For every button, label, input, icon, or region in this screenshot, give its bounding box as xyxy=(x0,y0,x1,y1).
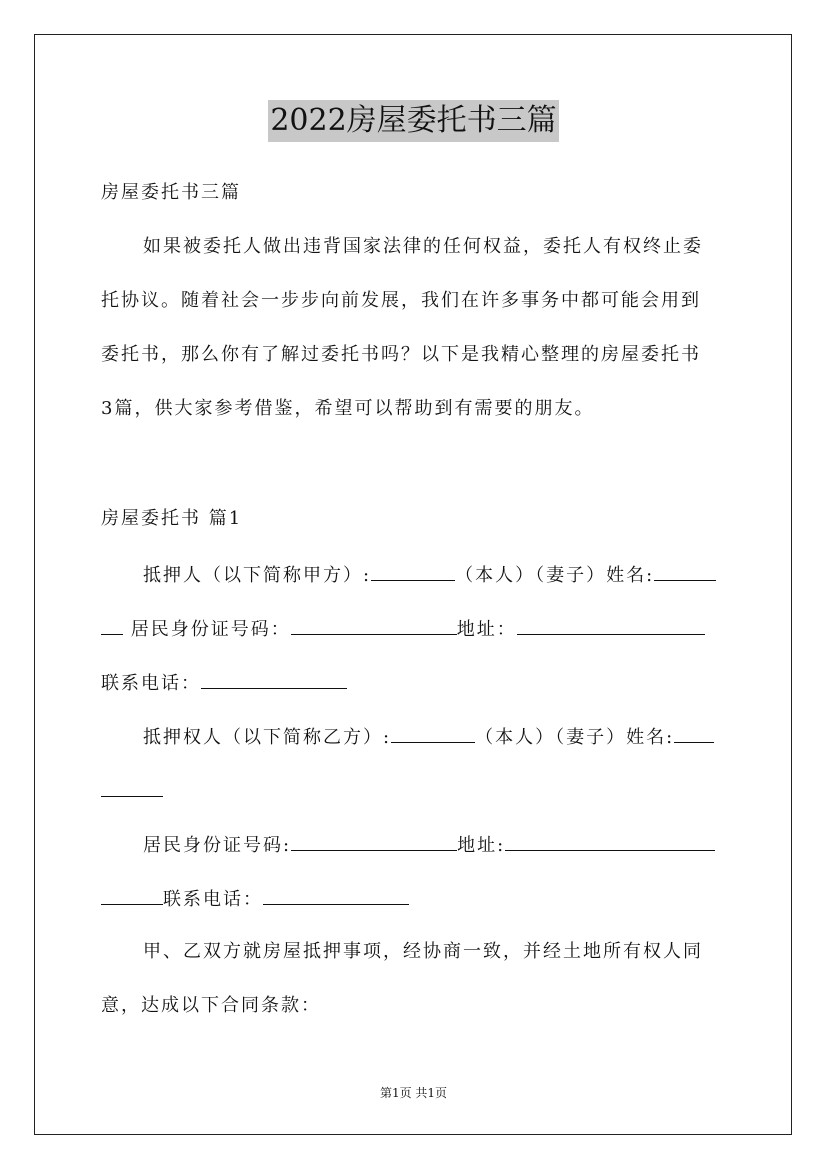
party-a-addr-label: 地址： xyxy=(456,619,517,640)
party-a-mid: （本人）（妻子）姓名: xyxy=(455,565,655,586)
party-a-name-blank[interactable] xyxy=(654,562,716,581)
party-b-line-2 xyxy=(101,778,163,804)
party-a-phone-blank[interactable] xyxy=(201,670,347,689)
party-a-line-2 xyxy=(101,616,705,642)
agreement-line-1: 甲、乙双方就房屋抵押事项，经协商一致，并经土地所有权人同 xyxy=(143,941,703,962)
party-b-name-blank-cont[interactable] xyxy=(101,778,163,797)
intro-line-1: 如果被委托人做出违背国家法律的任何权益，委托人有权终止委 xyxy=(143,236,703,257)
party-b-phone-label: 联系电话： xyxy=(163,889,263,910)
party-b-phone-blank[interactable] xyxy=(263,886,409,905)
intro-line-3: 委托书，那么你有了解过委托书吗？以下是我精心整理的房屋委托书 xyxy=(101,344,701,365)
party-b-name-blank[interactable] xyxy=(674,724,714,743)
party-b-addr-blank[interactable] xyxy=(505,832,715,851)
document-title: 2022房屋委托书三篇 xyxy=(268,100,558,142)
party-a-id-blank[interactable] xyxy=(291,616,457,635)
intro-line-4: 3篇，供大家参考借鉴，希望可以帮助到有需要的朋友。 xyxy=(101,398,595,419)
intro-line-2: 托协议。随着社会一步步向前发展，我们在许多事务中都可能会用到 xyxy=(101,290,701,311)
party-b-line-3 xyxy=(143,832,715,858)
title-wrap xyxy=(0,100,827,142)
party-b-addr-blank-cont[interactable] xyxy=(101,886,163,905)
party-a-line-3 xyxy=(101,670,347,696)
page-footer: 第1页 共1页 xyxy=(379,1086,448,1100)
party-b-label: 抵押权人（以下简称乙方）: xyxy=(143,727,392,748)
agreement-line-2: 意，达成以下合同条款： xyxy=(101,995,321,1016)
party-a-id-label: 居民身份证号码： xyxy=(130,619,291,640)
party-a-name-blank-cont[interactable] xyxy=(101,616,123,635)
party-a-line-1 xyxy=(143,562,716,588)
party-b-blank[interactable] xyxy=(391,724,475,743)
subtitle: 房屋委托书三篇 xyxy=(101,182,241,203)
party-a-addr-blank[interactable] xyxy=(517,616,705,635)
party-a-phone-label: 联系电话： xyxy=(101,673,201,694)
party-b-mid: （本人）（妻子）姓名: xyxy=(475,727,675,748)
party-b-id-label: 居民身份证号码: xyxy=(143,835,292,856)
party-a-label: 抵押人（以下简称甲方）: xyxy=(143,565,372,586)
party-b-addr-label: 地址: xyxy=(457,835,506,856)
party-a-blank[interactable] xyxy=(371,562,455,581)
party-b-id-blank[interactable] xyxy=(291,832,457,851)
party-b-line-1 xyxy=(143,724,714,750)
party-b-line-4 xyxy=(101,886,409,912)
section-heading: 房屋委托书 篇1 xyxy=(101,508,243,529)
